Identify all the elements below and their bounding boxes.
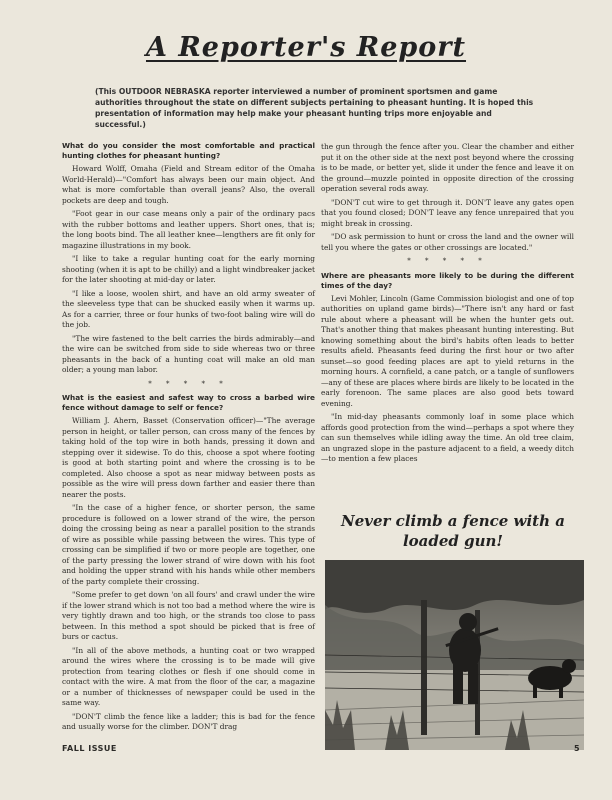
question-heading: What do you consider the most comfortable and practical hunting clothes for pheasant hunting? (62, 141, 315, 160)
body-paragraph: "Foot gear in our case means only a pair of the ordinary pacs with the rubber bottoms and leather uppers. Short ones, that is; the long boots bind. The all leather knee—lengthers are fit only for magazine illustrations in my book. (62, 209, 315, 250)
body-paragraph: "DON'T cut wire to get through it. DON'T leave any gates open that you found closed; DON'T leave any fence unrepaired that you might break in crossing. (321, 197, 574, 228)
body-paragraph: the gun through the fence after you. Clear the chamber and either put it on the other side at the next post beyond where the crossing is to be made, or better yet, slide it under the fence and leave it on the ground—muzzle pointed in opposite direction of the crossing operation several rods away. (321, 142, 574, 193)
footer-page-number: 5 (574, 744, 580, 753)
body-paragraph: Levi Mohler, Lincoln (Game Commission biologist and one of top authorities on upland game birds)—"There isn't any hard or fast rule about where a pheasant will be when the hunter gets out. That's another thing that makes pheasant hunting interesting. But knowing something about the bird's habits often leads to better results afield. Pheasants feed during the first hour or two after sunset—so good feeding places are apt to yield returns in the morning hours. A cornfield, a cane patch, or a tangle of sunflowers—any of these are places where birds are likely to be located in the early forenoon. The same places are also good bets toward evening. (321, 293, 574, 408)
body-paragraph: "Some prefer to get down 'on all fours' and crawl under the wire if the lower strand which is not too bad a method where the wire is very tightly drawn and too high, or the strands too close to pass between. In this method a spot should be picked that is free of burs or cactus. (62, 590, 315, 641)
right-column (321, 142, 574, 468)
body-paragraph: "DON'T climb the fence like a ladder; this is bad for the fence and usually worse for the climber. DON'T drag (62, 711, 315, 731)
left-column (62, 141, 315, 736)
body-paragraph: "In mid-day pheasants commonly loaf in some place which affords good protection from the wind—perhaps a spot where they can sun themselves while idling away the time. An old tree claim, an ungrazed slope in the pasture adjacent to a field, a weedy ditch—to mention a few places (321, 412, 574, 463)
intro-paragraph: (This OUTDOOR NEBRASKA reporter interviewed a number of prominent sportsmen and game authorities throughout the state on different subjects pertaining to pheasant hunting. It is hoped this presentation of information may help make your pheasant hunting trips more enjoyable and successful.) (95, 87, 534, 129)
hunter-photo (325, 560, 584, 750)
body-paragraph: "DO ask permission to hunt or cross the land and the owner will tell you where the gates or other crossings are located." (321, 232, 574, 252)
body-paragraph: "The wire fastened to the belt carries the birds admirably—and the wire can be switched from side to side whereas two or three pheasants in the back of a hunting coat will make an old man older; a young man labor. (62, 333, 315, 374)
question-heading: Where are pheasants more likely to be during the different times of the day? (321, 270, 574, 290)
photo-caption: Never climb a fence with a loaded gun! (341, 512, 565, 550)
body-paragraph: "I like a loose, woolen shirt, and have an old army sweater of the sleeveless type that can be shucked easily when it warms up. As for a carrier, three or four hunks of two-foot baling wire will do the job. (62, 288, 315, 329)
page-title: A Reporter's Report (145, 32, 467, 63)
body-paragraph: Howard Wolff, Omaha (Field and Stream editor of the Omaha World-Herald)—"Comfort has always been our main object. And what is more comfortable than overall jeans? Also, the overall pockets are deep and tough. (62, 164, 315, 205)
question-heading: What is the easiest and safest way to cross a barbed wire fence without damage to self or fence? (62, 393, 315, 412)
body-paragraph: William J. Ahern, Basset (Conservation officer)—"The average person in height, or taller person, can cross many of the fences by taking hold of the top wire in both hands, pressing it down and stepping over it sidewise. To do this, choose a spot where footing is good at both starting point and where the crossing is to be completed. Also choose a spot as near midway between posts as possible as the wire will press down farther and easier there than nearer the posts. (62, 416, 315, 499)
section-divider: * * * * * (148, 379, 229, 388)
footer-issue: FALL ISSUE (62, 744, 117, 753)
body-paragraph: "In the case of a higher fence, or shorter person, the same procedure is followed on a lower strand of the wire, the person doing the crossing being as near a parallel position to the strands of wire as possible while passing between the wires. This type of crossing can be simplified if two or more people are together, one of the party pressing the lower strand of wire down with his foot and holding the upper strand with his hands while other members of the party complete their crossing. (62, 503, 315, 586)
body-paragraph: "In all of the above methods, a hunting coat or two wrapped around the wires where the crossing is to be made will give protection from tearing clothes or flesh if one should come in contact with the wire. A mat from the floor of the car, a magazine or a number of thicknesses of newspaper could be used in the same way. (62, 645, 315, 707)
section-divider: * * * * * (407, 257, 488, 265)
body-paragraph: "I like to take a regular hunting coat for the early morning shooting (when it is apt to be chilly) and a light windbreaker jacket for the later shooting at mid-day or later. (62, 254, 315, 284)
